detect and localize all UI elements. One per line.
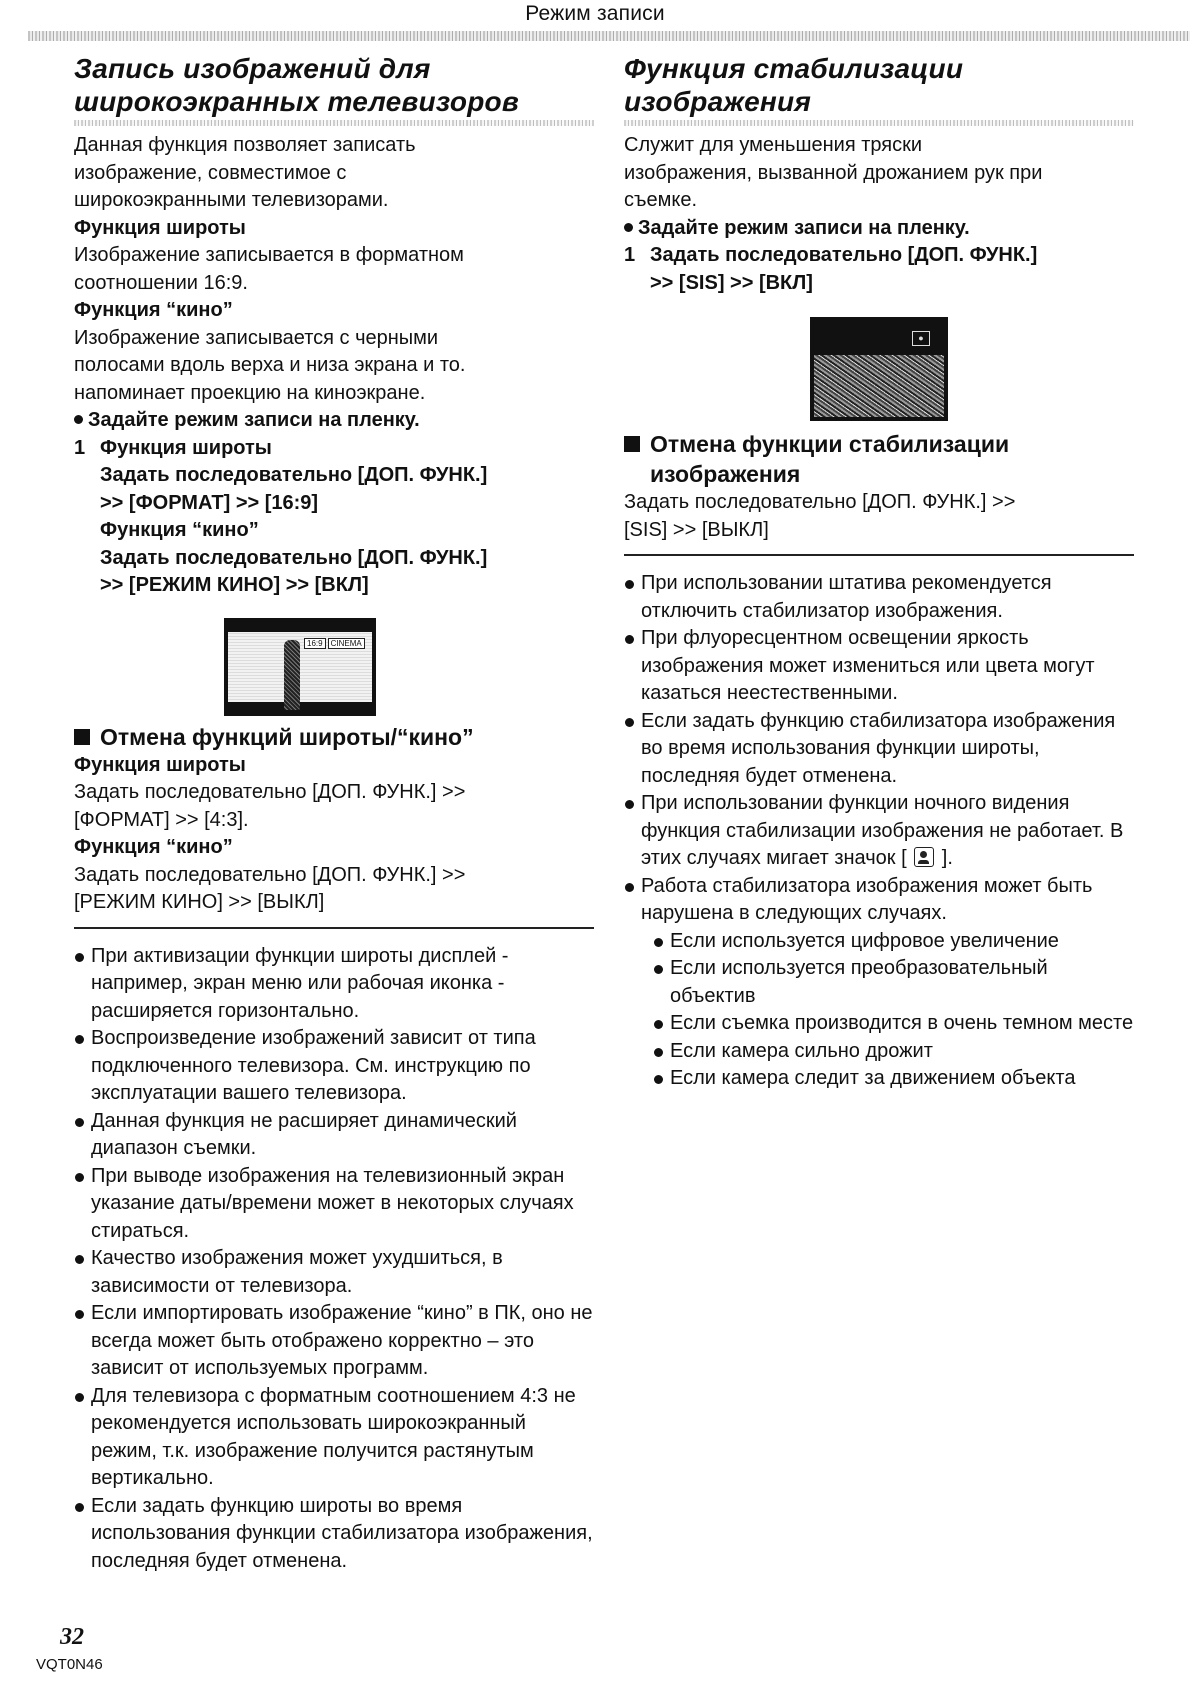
section-divider — [74, 927, 594, 929]
step-body — [650, 242, 1134, 297]
note-item: При флуоресцентном освещении яркость изображения может измениться или цвета могут казаться неестественными. — [624, 625, 1134, 708]
case-item: Если используется цифровое увеличение — [653, 928, 1134, 956]
step-line: Задать последовательно [ДОП. ФУНК.] — [650, 244, 1038, 266]
text-line: Задать последовательно [ДОП. ФУНК.] >> — [74, 781, 466, 803]
case-item: Если используется преобразовательный объектив — [653, 955, 1134, 1010]
widescreen-icon: 16:9 — [304, 638, 326, 649]
note-item: Воспроизведение изображений зависит от типа подключенного телевизора. См. инструкцию по эксплуатации вашего телевизора. — [74, 1025, 594, 1108]
wide-function-desc — [74, 242, 594, 297]
bullet-icon — [74, 415, 83, 424]
text-line: изображение, совместимое с — [74, 161, 347, 184]
section-header: Режим записи — [525, 2, 665, 25]
stabilizer-screenshot — [810, 317, 948, 421]
title-line: широкоэкранных телевизоров — [74, 86, 519, 117]
step-line: Задать последовательно [ДОП. ФУНК.] — [100, 464, 488, 486]
text-line: Задать последовательно [ДОП. ФУНК.] >> — [74, 863, 466, 886]
note-item: Работа стабилизатора изображения может быть нарушена в следующих случаях. — [624, 873, 1134, 928]
prerequisite — [74, 407, 594, 435]
stabilizer-icon — [914, 847, 934, 867]
stabilizer-intro — [624, 132, 1134, 215]
prerequisite-text: Задайте режим записи на пленку. — [88, 409, 420, 431]
title-line: изображения — [624, 86, 812, 117]
step-1 — [74, 435, 594, 600]
text-line: широкоэкранными телевизорами. — [74, 189, 389, 211]
text-line: полосами вдоль верха и низа экрана и то. — [74, 354, 466, 376]
cinema-label: CINEMA — [328, 638, 365, 649]
scene-area — [814, 355, 944, 417]
note-text: При использовании функции ночного видения функция стабилизации изображения не работает. В этих случаях мигает значок [ — [641, 792, 1124, 869]
cancel-cinema-instructions — [74, 862, 594, 917]
cancel-stabilizer-heading-cont — [624, 459, 1134, 489]
disturb-cases — [624, 928, 1134, 1093]
note-item: Качество изображения может ухудшиться, в зависимости от телевизора. — [74, 1245, 594, 1300]
text-line: Служит для уменьшения тряски — [624, 134, 923, 156]
cinema-function-desc — [74, 325, 594, 408]
stabilizer-title — [624, 52, 1134, 118]
title-line: Запись изображений для — [74, 53, 431, 84]
section-divider — [624, 554, 1134, 556]
stabilizer-icon: ● — [912, 331, 930, 346]
text-line: Изображение записывается с черными — [74, 326, 439, 349]
heading-text: Отмена функций широты/“кино” — [100, 723, 474, 750]
title-line: Функция стабилизации — [624, 53, 964, 84]
step-line: Задать последовательно [ДОП. ФУНК.] — [100, 546, 488, 569]
note-text: ]. — [941, 847, 953, 869]
case-item: Если съемка производится в очень темном месте — [653, 1010, 1134, 1038]
step-line: Функция “кино” — [100, 519, 259, 541]
widescreen-notes — [74, 943, 594, 1576]
note-item: При активизации функции широты дисплей - например, экран меню или рабочая иконка - расширяется горизонтально. — [74, 943, 594, 1026]
cancel-cinema-label: Функция “кино” — [74, 836, 233, 858]
case-item: Если камера следит за движением объекта — [653, 1065, 1134, 1093]
widescreen-title — [74, 52, 594, 118]
step-body — [100, 435, 594, 600]
step-1 — [624, 242, 1134, 297]
case-item: Если камера сильно дрожит — [653, 1038, 1134, 1066]
text-line: [ФОРМАТ] >> [4:3]. — [74, 808, 249, 831]
wide-function-label: Функция широты — [74, 216, 246, 239]
person-figure — [284, 640, 300, 710]
note-item: При выводе изображения на телевизионный экран указание даты/времени может в некоторых случаях стираться. — [74, 1163, 594, 1246]
cancel-stabilizer-instructions — [624, 489, 1134, 544]
step-line: Функция широты — [100, 436, 272, 459]
square-bullet-icon — [74, 729, 90, 745]
text-line: Изображение записывается в форматном — [74, 244, 464, 266]
prerequisite-text: Задайте режим записи на пленку. — [638, 216, 970, 239]
title-rule — [74, 120, 594, 126]
text-line: напоминает проекцию на киноэкране. — [74, 381, 426, 404]
note-item-night-vision — [624, 790, 1134, 873]
cancel-stabilizer-heading — [624, 429, 1134, 459]
cinema-function-label: Функция “кино” — [74, 299, 233, 321]
title-rule — [624, 120, 1134, 126]
step-number: 1 — [624, 244, 636, 266]
heading-text: изображения — [650, 461, 801, 487]
cinema-badge — [304, 638, 365, 649]
note-item: При использовании штатива рекомендуется отключить стабилизатор изображения. — [624, 570, 1134, 625]
page-number: 32 — [60, 1624, 84, 1650]
note-item: Если задать функцию стабилизатора изображения во время использования функции широты, последняя будет отменена. — [624, 708, 1134, 791]
cancel-wide-cinema-heading — [74, 722, 594, 752]
text-line: [РЕЖИМ КИНО] >> [ВЫКЛ] — [74, 891, 325, 913]
text-line: Задать последовательно [ДОП. ФУНК.] >> — [624, 491, 1016, 513]
document-code: VQT0N46 — [36, 1656, 103, 1673]
stabilizer-notes — [624, 570, 1134, 928]
step-line: >> [РЕЖИМ КИНО] >> [ВКЛ] — [100, 574, 369, 596]
step-line: >> [SIS] >> [ВКЛ] — [650, 271, 813, 294]
text-line: [SIS] >> [ВЫКЛ] — [624, 518, 769, 541]
cancel-wide-instructions — [74, 779, 594, 834]
right-column — [624, 52, 1134, 1093]
bullet-icon — [624, 223, 633, 232]
square-bullet-icon — [624, 436, 640, 452]
left-column — [74, 52, 594, 1575]
note-item: Данная функция не расширяет динамический диапазон съемки. — [74, 1108, 594, 1163]
step-number: 1 — [74, 436, 86, 459]
text-line: Данная функция позволяет записать — [74, 134, 416, 156]
text-line: изображения, вызванной дрожанием рук при — [624, 161, 1043, 184]
header-band-divider — [28, 31, 1190, 41]
step-line: >> [ФОРМАТ] >> [16:9] — [100, 491, 319, 514]
text-line: соотношении 16:9. — [74, 271, 248, 294]
cinema-mode-screenshot — [224, 618, 376, 716]
cancel-wide-label: Функция широты — [74, 753, 246, 776]
widescreen-intro — [74, 132, 594, 215]
note-item: Если задать функцию широты во время использования функции стабилизатора изображения, последняя будет отменена. — [74, 1493, 594, 1576]
prerequisite — [624, 215, 1134, 243]
note-item: Для телевизора с форматным соотношением 4:3 не рекомендуется использовать широкоэкранный режим, т.к. изображение получится растянутым вертикально. — [74, 1383, 594, 1493]
heading-text: Отмена функции стабилизации — [650, 431, 1010, 457]
text-line: съемке. — [624, 189, 698, 211]
note-item: Если импортировать изображение “кино” в ПК, оно не всегда может быть отображено корректно – это зависит от используемых программ. — [74, 1300, 594, 1383]
